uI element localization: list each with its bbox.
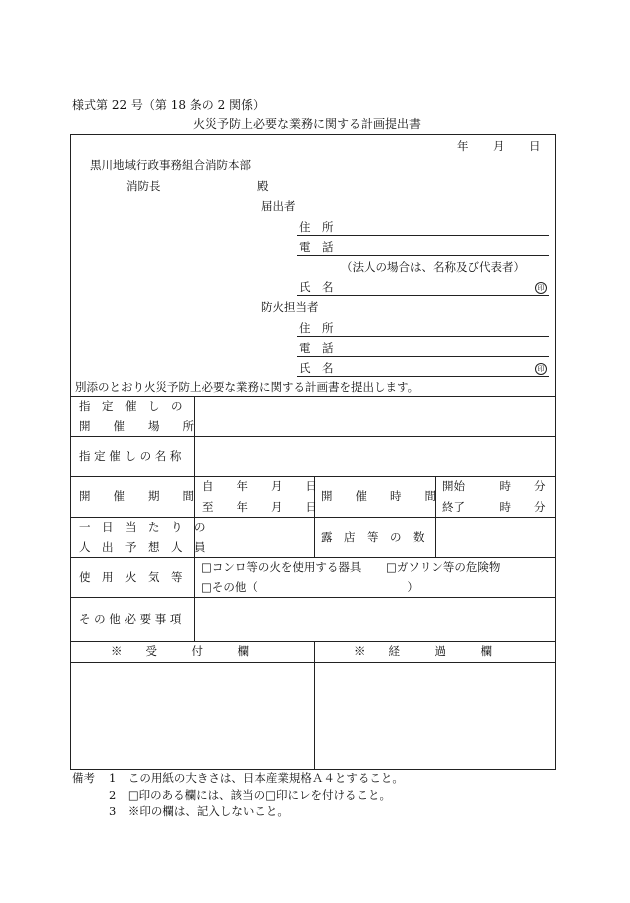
date-month: 月	[493, 139, 505, 153]
grid-line	[71, 436, 555, 437]
addressee-honorific: 殿	[257, 179, 269, 193]
date-day: 日	[529, 139, 541, 153]
statement: 別添のとおり火災予防上必要な業務に関する計画書を提出します。	[75, 380, 420, 394]
fire-officer-address-field[interactable]	[297, 336, 549, 337]
period-from[interactable]: 自 年 月 日	[202, 479, 317, 493]
period-label: 開 催 期 間	[79, 489, 194, 503]
period-to[interactable]: 至 年 月 日	[202, 500, 317, 514]
reception-column-header: ※ 受 付 欄	[111, 644, 249, 658]
form-title: 火災予防上必要な業務に関する計画提出書	[193, 117, 422, 131]
visitors-input[interactable]	[197, 520, 312, 554]
event-name-input[interactable]	[197, 439, 553, 473]
notifier-seal-icon: 印	[535, 281, 547, 294]
grid-line	[314, 641, 315, 769]
fire-use-other-checkbox[interactable]: □その他（ ）	[201, 580, 419, 594]
notes-label: 備考	[72, 771, 95, 785]
time-start[interactable]: 開始 時 分	[442, 479, 546, 493]
venue-input[interactable]	[197, 399, 553, 433]
fire-use-stove-checkbox[interactable]: □コンロ等の火を使用する器具	[201, 560, 362, 574]
notifier-heading: 届出者	[261, 199, 296, 213]
note-3: 3 ※印の欄は、記入しないこと。	[109, 804, 289, 818]
grid-line	[71, 557, 555, 558]
fire-officer-phone-field[interactable]	[297, 356, 549, 357]
grid-line	[71, 662, 555, 663]
grid-line	[71, 396, 555, 397]
grid-line	[71, 597, 555, 598]
notifier-address-field[interactable]	[297, 235, 549, 236]
notifier-phone-field[interactable]	[297, 255, 549, 256]
grid-line	[71, 476, 555, 477]
other-items-input[interactable]	[197, 600, 553, 638]
fire-use-label: 使 用 火 気 等	[79, 570, 183, 584]
note-2: 2 □印のある欄には、該当の□印にレを付けること。	[109, 788, 392, 802]
fire-officer-phone-label: 電 話	[299, 341, 334, 355]
time-label: 開 催 時 間	[321, 489, 436, 503]
stalls-input[interactable]	[438, 520, 553, 554]
notifier-name-field[interactable]	[297, 295, 549, 296]
fire-officer-seal-icon: 印	[535, 362, 547, 375]
addressee-chief: 消防長	[126, 179, 161, 193]
fire-officer-address-label: 住 所	[299, 321, 334, 335]
application-form	[70, 134, 556, 770]
progress-column-header: ※ 経 過 欄	[354, 644, 492, 658]
notifier-address-label: 住 所	[299, 220, 334, 234]
notifier-phone-label: 電 話	[299, 240, 334, 254]
visitors-label-line1: 一 日 当 た り の	[79, 520, 206, 534]
notifier-name-label: 氏 名	[299, 280, 334, 294]
grid-line	[71, 641, 555, 642]
fire-officer-heading: 防火担当者	[261, 300, 319, 314]
notifier-corp-note: （法人の場合は、名称及び代表者）	[341, 260, 525, 274]
time-end[interactable]: 終了 時 分	[442, 500, 546, 514]
venue-label-line2: 開 催 場 所	[79, 419, 194, 433]
stalls-label: 露 店 等 の 数	[321, 530, 425, 544]
visitors-label-line2: 人 出 予 想 人 員	[79, 540, 206, 554]
other-items-label: そ の 他 必 要 事 項	[79, 612, 182, 626]
form-number: 様式第 22 号（第 18 条の 2 関係）	[72, 98, 266, 112]
fire-officer-name-field[interactable]	[297, 376, 549, 377]
date-year: 年	[457, 139, 469, 153]
addressee-org: 黒川地域行政事務組合消防本部	[90, 158, 251, 172]
grid-line	[71, 517, 555, 518]
fire-use-gasoline-checkbox[interactable]: □ガソリン等の危険物	[386, 560, 501, 574]
venue-label-line1: 指 定 催 し の	[79, 399, 183, 413]
fire-officer-name-label: 氏 名	[299, 361, 334, 375]
event-name-label: 指 定 催 し の 名 称	[79, 449, 182, 463]
grid-line	[194, 396, 195, 641]
note-1: 1 この用紙の大きさは、日本産業規格Ａ４とすること。	[109, 771, 404, 785]
